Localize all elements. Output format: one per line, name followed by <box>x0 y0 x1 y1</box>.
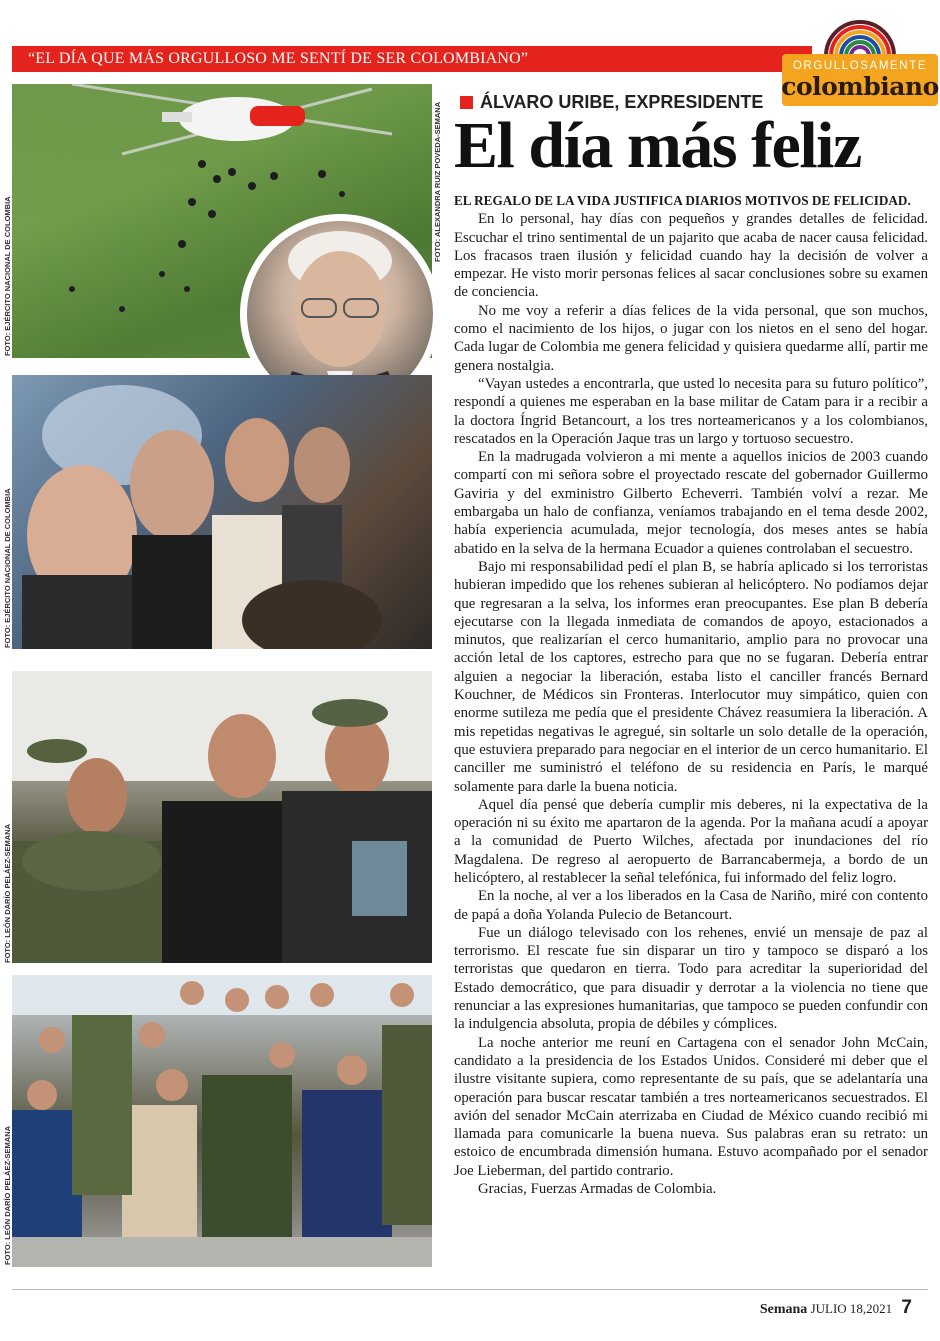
article-paragraph: En la madrugada volvieron a mi mente a aquellos inicios de 2003 cuando compartí con mi señora sobre el proyectado rescate del gobernador Guillermo Gaviria y del exministro Gilberto Echeverri. También volví a rezar. Me embargaba un halo de confianza, veníamos trabajando en el tema desde 2002, había experiencia acumulada, mejor tecnología, dos meses antes se había abatido en la selva de la hermana Ecuador a quienes controlaban el secuestro. <box>454 449 928 557</box>
footer-divider <box>12 1289 928 1290</box>
photo-credit-2: FOTO: EJÉRCITO NACIONAL DE COLOMBIA <box>3 488 12 648</box>
rescued-men-photo <box>12 375 432 649</box>
footer-date: JULIO 18,2021 <box>810 1301 893 1316</box>
photo-credit-4: FOTO: LEÓN DARÍO PELÁEZ-SEMANA <box>3 1125 12 1265</box>
footer-brand: Semana <box>759 1302 808 1317</box>
rainbow-arcs-icon <box>823 12 897 56</box>
photo-credit-3: FOTO: LEÓN DARÍO PELÁEZ-SEMANA <box>3 823 12 963</box>
article-paragraph: Gracias, Fuerzas Armadas de Colombia. <box>478 1181 717 1198</box>
article-paragraph: No me voy a referir a días felices de la vida personal, que son muchos, como el nacimiento de los hijos, o jugar con los nietos en el seno del hogar. Cada lugar de Colombia me genera felicidad y quisiera quedarme allí, partir me genera nostalgia. <box>454 302 928 374</box>
logo-line-2: colombiano <box>781 72 939 101</box>
soldiers-hostages-photo <box>12 671 432 963</box>
article-paragraph: Fue un diálogo televisado con los rehenes, envié un mensaje de paz al terrorismo. El rescate fue sin disparar un tiro y tampoco se disparó a los terroristas que quedaron en tierra. Todo para acreditar la superioridad del Estado democrático, que para disuadir y derrotar a la violencia no tiene que renunciar a las expresiones humanitarias, que tampoco se pueden confundir con la indulgencia absoluta, propia de débiles y cómplices. <box>454 924 928 1033</box>
article-paragraph: En la noche, al ver a los liberados en la Casa de Nariño, miré con contento de papá a doña Yolanda Pulecio de Betancourt. <box>454 888 928 923</box>
article-lead <box>454 192 928 210</box>
article-paragraph: “Vayan ustedes a encontrarla, que usted lo necesita para su futuro político”, respondí a quienes me esperaban en la base militar de Catam para ir a recibir a la doctora Íngrid Betancourt, a los tres norteamericanos y a los colombianos, rescatados en la Operación Jaque tras un largo y tortuoso secuestro. <box>454 375 928 447</box>
header-quote-banner: “EL DÍA QUE MÁS ORGULLOSO ME SENTÍ DE SER COLOMBIANO” <box>12 46 812 72</box>
page-number: 7 <box>901 1297 912 1318</box>
article-body <box>454 192 928 1198</box>
photo-credit-portrait: FOTO: ALEXANDRA RUIZ POVEDA-SEMANA <box>433 101 442 262</box>
article-headline: El día más feliz <box>454 109 861 182</box>
article-paragraph: La noche anterior me reuní en Cartagena con el senador John McCain, candidato a la presidencia de los Estados Unidos. Consideré mi deber que el ilustre visitante supiera, como representante de su país, que se adelantaría una operación para buscar rescatar también a tres norteamericanos secuestrados. El avión del senador McCain aterrizaba en Ciudad de México cuando recibió mi llamada para comunicarle la buena nueva. Sus palabras eran su retrato: un estoico de encumbrada dimensión humana. Estuvo acompañado por el senador Joe Lieberman, del partido contrario. <box>454 1034 928 1179</box>
logo-line-1: ORGULLOSAMENTE <box>792 60 928 72</box>
article-paragraph: Aquel día pensé que debería cumplir mis deberes, ni la expectativa de la operación ni su éxito me apartaron de la agenda. Por la mañana acudí a apoyar a la comunidad de Puerto Wilches, afectada por inundaciones del río Magdalena. De regreso al aeropuerto de Barrancabermeja, a bordo de un helicóptero, al restablecer la señal telefónica, fui informado del feliz logro. <box>454 796 928 886</box>
group-kneeling-photo <box>12 975 432 1267</box>
page-footer <box>760 1297 912 1319</box>
photo-credit-1: FOTO: EJÉRCITO NACIONAL DE COLOMBIA <box>3 196 12 356</box>
article-paragraph: En lo personal, hay días con pequeños y grandes detalles de felicidad. Escuchar el trino sentimental de un pajarito que acaba de nacer causa felicidad. Los fracasos traen ilusión y felicidad cuando hay la decisión de volver a empezar. He visto morir personas felices al sacar conclusiones sobre su examen de conciencia. <box>454 211 928 301</box>
lead-caps-text: EL REGALO DE LA VIDA JUSTIFICA DIARIOS MOTIVOS DE FELICIDAD. <box>454 193 911 208</box>
section-logo <box>780 8 940 101</box>
article-paragraph: Bajo mi responsabilidad pedí el plan B, se habría aplicado si los terroristas hubieran impedido que los rehenes subieran al helicóptero. No podíamos dejar que regresaran a la selva, los informes eran preocupantes. Ese plan B debería ejecutarse con la llegada inmediata de comandos de apoyo, estacionados a minutos, que realizarían el cerco humanitario, amplio para no provocar una acción letal de los captores, estrecho para que no se fugaran. Debería entrar alguien a negociar la liberación, estaba listo el canciller francés Bernard Kouchner, de Médicos sin Fronteras. Interlocutor muy simpático, quien con enorme sutileza me pedía que el presidente Chávez reasumiera la liberación. A mis repetidas negativas le agregué, sin soltarle un solo detalle de la operación, que estuviera preparado para negociar en el interior de un cerco humanitario. El canciller me suministró el teléfono de su residencia en París, le marqué solamente para darle la buena noticia. <box>454 558 928 795</box>
kicker-text: ÁLVARO URIBE, EXPRESIDENTE <box>480 92 764 112</box>
